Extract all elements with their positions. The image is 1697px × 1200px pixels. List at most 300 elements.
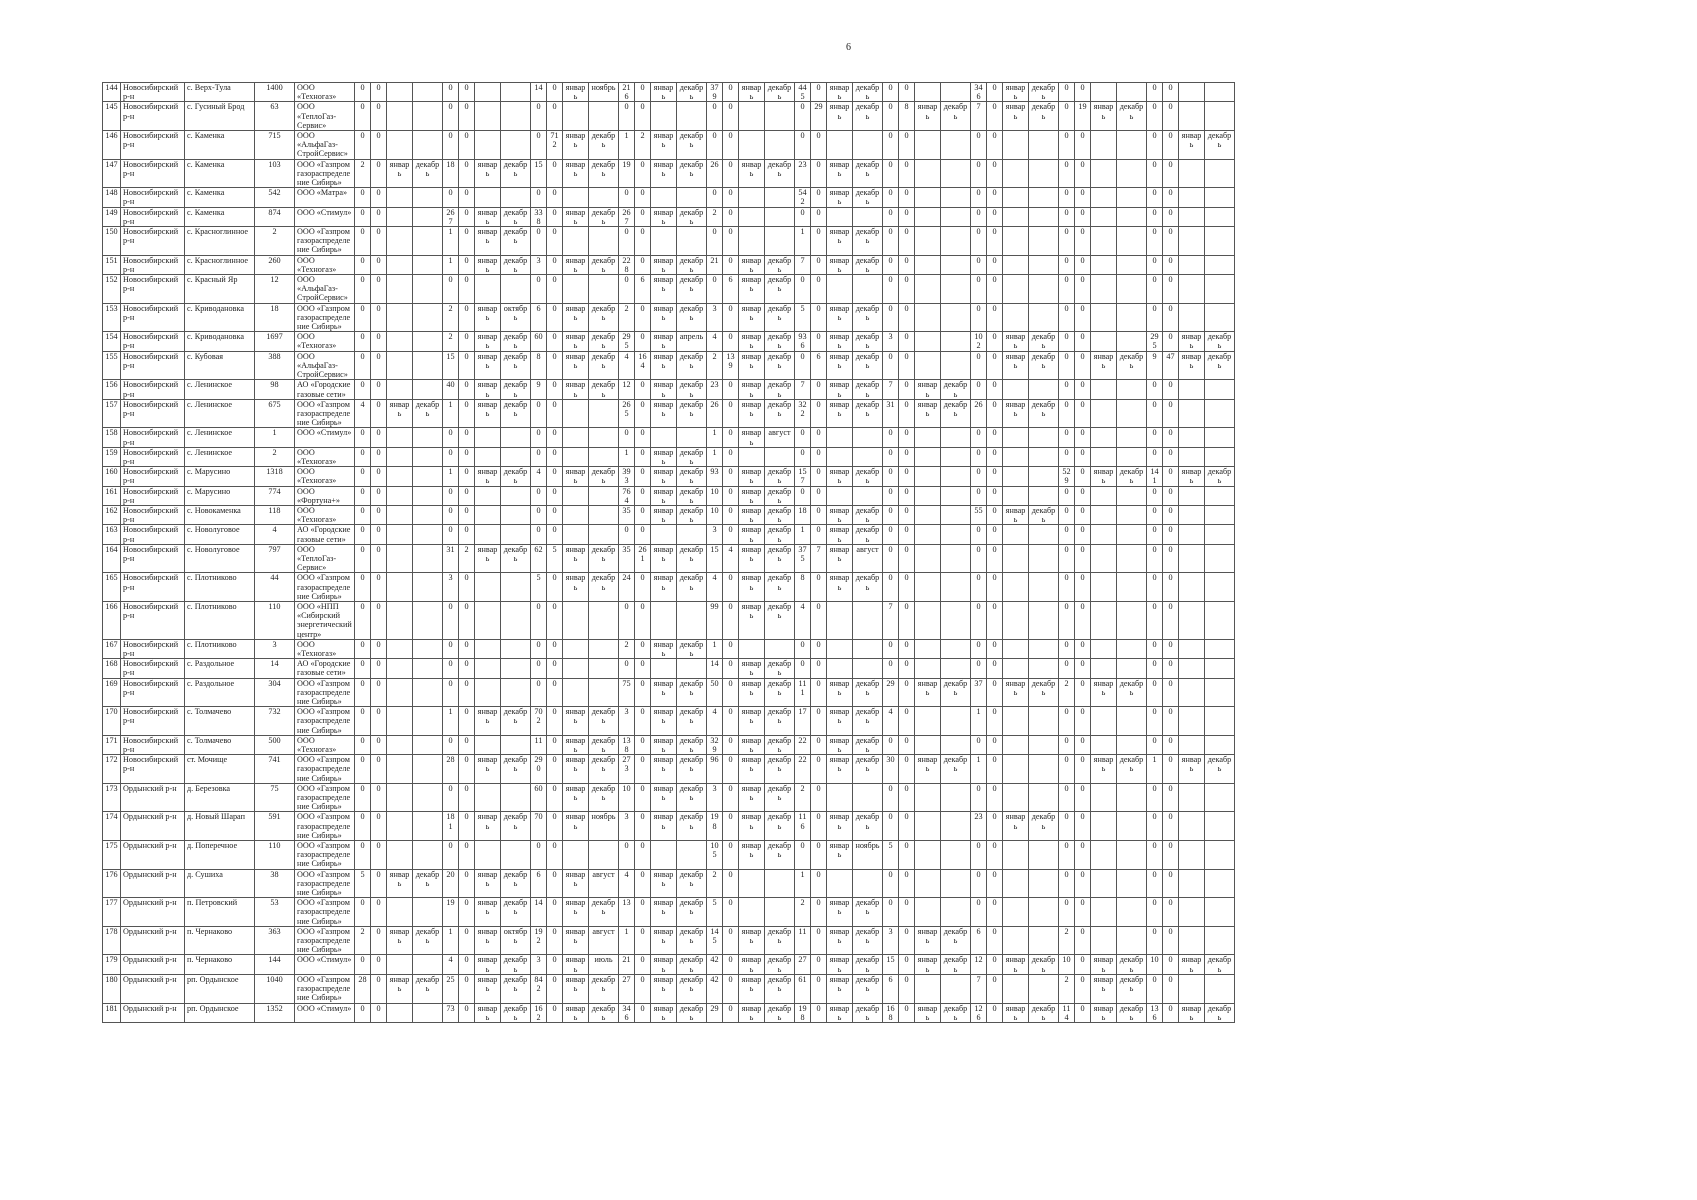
group9-month-start-cell — [1091, 332, 1117, 351]
group3-month-start-cell: январь — [563, 707, 589, 736]
settlement-cell: с. Раздольное — [185, 659, 255, 678]
settlement-cell: с. Марусино — [185, 486, 255, 505]
settlement-cell: с. Ленинское — [185, 380, 255, 399]
district-cell: Новосибирский р-н — [121, 207, 185, 226]
group2-month-end-cell: декабрь — [501, 399, 531, 428]
group9-count-cell: 0 — [1059, 428, 1075, 447]
group4-month-start-cell: январь — [651, 955, 677, 974]
group7-count-cell: 29 — [883, 678, 899, 707]
row-number-cell: 177 — [103, 898, 121, 927]
group8-count-cell: 346 — [971, 83, 987, 102]
group1-month-end-cell — [413, 707, 443, 736]
group3-month-end-cell: декабрь — [589, 544, 619, 573]
group1-extra-cell: 0 — [371, 447, 387, 466]
group10-count-cell: 0 — [1147, 783, 1163, 812]
group6-extra-cell: 0 — [811, 841, 827, 870]
group4-month-start-cell: январь — [651, 812, 677, 841]
group4-month-end-cell: декабрь — [677, 707, 707, 736]
group4-month-end-cell: декабрь — [677, 83, 707, 102]
group10-count-cell: 0 — [1147, 659, 1163, 678]
group10-month-start-cell — [1179, 486, 1205, 505]
group9-month-start-cell — [1091, 898, 1117, 927]
settlement-cell: с. Каменка — [185, 207, 255, 226]
group5-extra-cell: 0 — [723, 974, 739, 1003]
group1-month-start-cell — [387, 332, 413, 351]
group6-extra-cell: 0 — [811, 505, 827, 524]
group7-month-start-cell — [915, 659, 941, 678]
group5-month-end-cell: декабрь — [765, 467, 795, 486]
group5-extra-cell: 0 — [723, 707, 739, 736]
group1-extra-cell: 0 — [371, 783, 387, 812]
group9-extra-cell: 0 — [1075, 1003, 1091, 1022]
group6-month-end-cell: декабрь — [853, 159, 883, 188]
group8-extra-cell: 0 — [987, 678, 1003, 707]
district-cell: Новосибирский р-н — [121, 525, 185, 544]
group7-month-end-cell — [941, 707, 971, 736]
table-row — [103, 159, 1235, 188]
group1-month-end-cell — [413, 131, 443, 160]
group5-count-cell: 2 — [707, 351, 723, 380]
group8-month-start-cell — [1003, 303, 1029, 332]
group6-count-cell: 7 — [795, 380, 811, 399]
group2-count-cell: 15 — [443, 351, 459, 380]
group7-extra-cell: 0 — [899, 255, 915, 274]
group8-month-end-cell — [1029, 735, 1059, 754]
organization-cell: ООО «Газпром газораспределение Сибирь» — [295, 898, 355, 927]
group5-extra-cell: 0 — [723, 841, 739, 870]
group8-month-end-cell — [1029, 255, 1059, 274]
group4-count-cell: 0 — [619, 428, 635, 447]
group8-count-cell: 0 — [971, 131, 987, 160]
row-number-cell: 144 — [103, 83, 121, 102]
group7-extra-cell: 0 — [899, 131, 915, 160]
group9-month-start-cell — [1091, 525, 1117, 544]
group3-extra-cell: 0 — [547, 467, 563, 486]
group6-month-end-cell: декабрь — [853, 678, 883, 707]
group2-month-end-cell: декабрь — [501, 380, 531, 399]
group3-extra-cell: 0 — [547, 783, 563, 812]
group1-month-end-cell — [413, 255, 443, 274]
group5-month-end-cell: декабрь — [765, 380, 795, 399]
group8-month-end-cell — [1029, 275, 1059, 304]
group10-month-start-cell — [1179, 601, 1205, 639]
group8-month-start-cell — [1003, 544, 1029, 573]
group9-month-end-cell — [1117, 659, 1147, 678]
group4-count-cell: 35 — [619, 505, 635, 524]
group4-count-cell: 3 — [619, 707, 635, 736]
group2-month-end-cell: декабрь — [501, 159, 531, 188]
group3-count-cell: 338 — [531, 207, 547, 226]
group3-month-start-cell: январь — [563, 812, 589, 841]
total-cell: 675 — [255, 399, 295, 428]
group1-month-end-cell — [413, 955, 443, 974]
group9-count-cell: 0 — [1059, 332, 1075, 351]
group7-month-start-cell — [915, 428, 941, 447]
group8-month-end-cell — [1029, 428, 1059, 447]
group1-extra-cell: 0 — [371, 255, 387, 274]
group2-count-cell: 2 — [443, 303, 459, 332]
group10-month-end-cell — [1205, 678, 1235, 707]
total-cell: 542 — [255, 188, 295, 207]
group1-month-end-cell — [413, 188, 443, 207]
group5-count-cell: 42 — [707, 955, 723, 974]
total-cell: 715 — [255, 131, 295, 160]
group3-month-end-cell: декабрь — [589, 898, 619, 927]
group10-count-cell: 0 — [1147, 505, 1163, 524]
group10-extra-cell: 0 — [1163, 601, 1179, 639]
group3-count-cell: 162 — [531, 1003, 547, 1022]
group1-extra-cell: 0 — [371, 735, 387, 754]
group3-month-end-cell: декабрь — [589, 255, 619, 274]
district-cell: Новосибирский р-н — [121, 428, 185, 447]
group7-month-end-cell: декабрь — [941, 955, 971, 974]
group2-extra-cell: 0 — [459, 898, 475, 927]
group3-month-end-cell: декабрь — [589, 131, 619, 160]
group6-extra-cell: 0 — [811, 898, 827, 927]
group6-count-cell: 116 — [795, 812, 811, 841]
settlement-cell: с. Красноглинное — [185, 227, 255, 256]
group1-count-cell: 0 — [355, 486, 371, 505]
group9-month-start-cell — [1091, 159, 1117, 188]
group7-month-end-cell — [941, 159, 971, 188]
group1-count-cell: 0 — [355, 188, 371, 207]
group2-month-end-cell — [501, 83, 531, 102]
group2-extra-cell: 0 — [459, 351, 475, 380]
group5-extra-cell: 0 — [723, 926, 739, 955]
group9-month-end-cell: декабрь — [1117, 678, 1147, 707]
organization-cell: АО «Городские газовые сети» — [295, 659, 355, 678]
group3-month-start-cell — [563, 505, 589, 524]
group2-extra-cell: 0 — [459, 735, 475, 754]
group3-count-cell: 0 — [531, 447, 547, 466]
group2-month-start-cell: январь — [475, 207, 501, 226]
group6-month-end-cell: декабрь — [853, 332, 883, 351]
group10-extra-cell: 0 — [1163, 188, 1179, 207]
group7-month-start-cell — [915, 544, 941, 573]
group1-month-start-cell — [387, 486, 413, 505]
group6-month-end-cell: декабрь — [853, 1003, 883, 1022]
group3-month-end-cell — [589, 188, 619, 207]
group2-month-start-cell — [475, 639, 501, 658]
group9-extra-cell: 0 — [1075, 131, 1091, 160]
group7-extra-cell: 0 — [899, 544, 915, 573]
group7-month-end-cell: декабрь — [941, 755, 971, 784]
group3-count-cell: 0 — [531, 275, 547, 304]
group9-month-end-cell — [1117, 525, 1147, 544]
group9-count-cell: 0 — [1059, 573, 1075, 602]
group7-month-start-cell — [915, 227, 941, 256]
group10-extra-cell: 0 — [1163, 707, 1179, 736]
group5-count-cell: 105 — [707, 841, 723, 870]
group1-month-end-cell — [413, 783, 443, 812]
settlement-cell: с. Марусино — [185, 467, 255, 486]
group10-count-cell: 0 — [1147, 486, 1163, 505]
group1-month-end-cell — [413, 841, 443, 870]
group9-month-start-cell — [1091, 926, 1117, 955]
group1-extra-cell: 0 — [371, 869, 387, 898]
group5-month-start-cell: январь — [739, 544, 765, 573]
group4-month-end-cell — [677, 188, 707, 207]
group9-extra-cell: 0 — [1075, 188, 1091, 207]
group4-month-start-cell: январь — [651, 207, 677, 226]
group9-count-cell: 0 — [1059, 898, 1075, 927]
group4-extra-cell: 0 — [635, 303, 651, 332]
group2-count-cell: 0 — [443, 447, 459, 466]
group9-month-start-cell — [1091, 275, 1117, 304]
group1-month-end-cell: декабрь — [413, 159, 443, 188]
group1-extra-cell: 0 — [371, 351, 387, 380]
group6-month-end-cell: декабрь — [853, 505, 883, 524]
group10-extra-cell: 0 — [1163, 83, 1179, 102]
group5-count-cell: 29 — [707, 1003, 723, 1022]
group4-month-start-cell: январь — [651, 898, 677, 927]
group8-month-end-cell — [1029, 131, 1059, 160]
settlement-cell: с. Плотниково — [185, 573, 255, 602]
group6-month-end-cell — [853, 275, 883, 304]
settlement-cell: с. Криводановка — [185, 303, 255, 332]
group9-month-end-cell — [1117, 841, 1147, 870]
settlement-cell: с. Красноглинное — [185, 255, 255, 274]
group9-count-cell: 0 — [1059, 131, 1075, 160]
group1-count-cell: 0 — [355, 351, 371, 380]
group6-month-end-cell — [853, 131, 883, 160]
group10-month-end-cell: декабрь — [1205, 467, 1235, 486]
group8-month-start-cell — [1003, 255, 1029, 274]
group4-extra-cell: 0 — [635, 898, 651, 927]
group1-month-end-cell — [413, 102, 443, 131]
group1-month-start-cell — [387, 380, 413, 399]
group1-month-end-cell — [413, 275, 443, 304]
group2-month-start-cell: январь — [475, 898, 501, 927]
group7-count-cell: 0 — [883, 83, 899, 102]
group2-month-end-cell — [501, 486, 531, 505]
group8-extra-cell: 0 — [987, 303, 1003, 332]
group8-month-end-cell — [1029, 380, 1059, 399]
row-number-cell: 171 — [103, 735, 121, 754]
group7-count-cell: 0 — [883, 102, 899, 131]
group10-month-end-cell: декабрь — [1205, 955, 1235, 974]
group5-month-start-cell: январь — [739, 659, 765, 678]
group8-count-cell: 0 — [971, 380, 987, 399]
row-number-cell: 178 — [103, 926, 121, 955]
group2-count-cell: 0 — [443, 486, 459, 505]
group8-month-end-cell — [1029, 869, 1059, 898]
group7-month-start-cell — [915, 447, 941, 466]
settlement-cell: с. Верх-Тула — [185, 83, 255, 102]
group1-count-cell: 0 — [355, 505, 371, 524]
group2-month-start-cell: январь — [475, 812, 501, 841]
group2-extra-cell: 0 — [459, 83, 475, 102]
group5-month-end-cell — [765, 447, 795, 466]
group7-extra-cell: 0 — [899, 812, 915, 841]
group3-month-end-cell: декабрь — [589, 755, 619, 784]
group8-count-cell: 0 — [971, 303, 987, 332]
group7-extra-cell: 0 — [899, 303, 915, 332]
group5-count-cell: 4 — [707, 332, 723, 351]
group9-month-start-cell — [1091, 447, 1117, 466]
group4-month-end-cell — [677, 102, 707, 131]
group4-count-cell: 1 — [619, 131, 635, 160]
group1-extra-cell: 0 — [371, 399, 387, 428]
group5-month-end-cell: декабрь — [765, 159, 795, 188]
organization-cell: ООО «НПП «Сибирский энергетический центр» — [295, 601, 355, 639]
district-cell: Новосибирский р-н — [121, 159, 185, 188]
group6-count-cell: 0 — [795, 639, 811, 658]
total-cell: 363 — [255, 926, 295, 955]
group10-extra-cell: 0 — [1163, 131, 1179, 160]
group4-month-start-cell: январь — [651, 399, 677, 428]
group9-count-cell: 529 — [1059, 467, 1075, 486]
group9-extra-cell: 0 — [1075, 573, 1091, 602]
group5-extra-cell: 0 — [723, 783, 739, 812]
table-row — [103, 303, 1235, 332]
group6-extra-cell: 0 — [811, 486, 827, 505]
district-cell: Новосибирский р-н — [121, 659, 185, 678]
group5-extra-cell: 0 — [723, 898, 739, 927]
group9-count-cell: 0 — [1059, 735, 1075, 754]
group1-month-start-cell — [387, 659, 413, 678]
group10-count-cell: 9 — [1147, 351, 1163, 380]
group3-month-start-cell: январь — [563, 131, 589, 160]
group2-extra-cell: 0 — [459, 275, 475, 304]
group8-extra-cell: 0 — [987, 1003, 1003, 1022]
group7-extra-cell: 0 — [899, 898, 915, 927]
table-row — [103, 467, 1235, 486]
group7-month-start-cell: январь — [915, 1003, 941, 1022]
group5-extra-cell: 0 — [723, 102, 739, 131]
group3-month-start-cell: январь — [563, 380, 589, 399]
group10-extra-cell: 47 — [1163, 351, 1179, 380]
group6-count-cell: 11 — [795, 926, 811, 955]
group8-month-end-cell — [1029, 639, 1059, 658]
group4-month-start-cell: январь — [651, 351, 677, 380]
organization-cell: ООО «Стимул» — [295, 207, 355, 226]
group5-extra-cell: 4 — [723, 544, 739, 573]
group8-month-end-cell: декабрь — [1029, 812, 1059, 841]
group7-month-start-cell — [915, 841, 941, 870]
group10-count-cell: 0 — [1147, 639, 1163, 658]
group8-count-cell: 126 — [971, 1003, 987, 1022]
group8-count-cell: 0 — [971, 841, 987, 870]
group9-extra-cell: 0 — [1075, 755, 1091, 784]
group10-month-start-cell — [1179, 505, 1205, 524]
group7-extra-cell: 0 — [899, 1003, 915, 1022]
group9-month-start-cell — [1091, 659, 1117, 678]
group3-month-start-cell: январь — [563, 573, 589, 602]
group2-month-end-cell — [501, 841, 531, 870]
settlement-cell: с. Ленинское — [185, 399, 255, 428]
group4-month-start-cell — [651, 525, 677, 544]
organization-cell: ООО «Стимул» — [295, 955, 355, 974]
group4-month-start-cell: январь — [651, 447, 677, 466]
group10-extra-cell: 0 — [1163, 525, 1179, 544]
group2-count-cell: 3 — [443, 573, 459, 602]
table-row — [103, 207, 1235, 226]
group10-month-start-cell — [1179, 573, 1205, 602]
group7-count-cell: 0 — [883, 255, 899, 274]
group8-month-end-cell: декабрь — [1029, 1003, 1059, 1022]
group7-extra-cell: 0 — [899, 974, 915, 1003]
group10-month-end-cell — [1205, 428, 1235, 447]
group3-month-start-cell — [563, 639, 589, 658]
group2-count-cell: 0 — [443, 735, 459, 754]
group8-month-end-cell — [1029, 659, 1059, 678]
group9-month-end-cell — [1117, 428, 1147, 447]
group4-extra-cell: 0 — [635, 505, 651, 524]
group7-extra-cell: 0 — [899, 869, 915, 898]
district-cell: Новосибирский р-н — [121, 447, 185, 466]
group4-month-start-cell: январь — [651, 755, 677, 784]
group10-extra-cell: 0 — [1163, 783, 1179, 812]
row-number-cell: 174 — [103, 812, 121, 841]
group6-count-cell: 1 — [795, 227, 811, 256]
group1-count-cell: 0 — [355, 467, 371, 486]
group4-month-start-cell — [651, 428, 677, 447]
group6-month-start-cell — [827, 486, 853, 505]
group6-month-start-cell: январь — [827, 525, 853, 544]
group6-month-end-cell: декабрь — [853, 399, 883, 428]
group10-month-end-cell — [1205, 659, 1235, 678]
group4-month-start-cell: январь — [651, 639, 677, 658]
group1-month-end-cell — [413, 380, 443, 399]
group3-extra-cell: 0 — [547, 841, 563, 870]
group3-count-cell: 70 — [531, 812, 547, 841]
group3-count-cell: 0 — [531, 505, 547, 524]
total-cell: 63 — [255, 102, 295, 131]
group5-extra-cell: 0 — [723, 227, 739, 256]
group8-month-end-cell: декабрь — [1029, 351, 1059, 380]
group10-count-cell: 0 — [1147, 926, 1163, 955]
group4-count-cell: 10 — [619, 783, 635, 812]
group1-month-start-cell — [387, 505, 413, 524]
group4-extra-cell: 0 — [635, 659, 651, 678]
group2-month-start-cell: январь — [475, 544, 501, 573]
group7-extra-cell: 0 — [899, 467, 915, 486]
group7-count-cell: 7 — [883, 601, 899, 639]
group8-month-end-cell — [1029, 303, 1059, 332]
group10-count-cell: 0 — [1147, 227, 1163, 256]
group9-extra-cell: 0 — [1075, 207, 1091, 226]
group6-extra-cell: 0 — [811, 380, 827, 399]
group5-extra-cell: 0 — [723, 955, 739, 974]
group1-month-start-cell — [387, 841, 413, 870]
organization-cell: ООО «Газпром газораспределение Сибирь» — [295, 227, 355, 256]
group5-count-cell: 0 — [707, 188, 723, 207]
group4-month-start-cell: январь — [651, 1003, 677, 1022]
organization-cell: ООО «Газпром газораспределение Сибирь» — [295, 399, 355, 428]
group5-month-start-cell: январь — [739, 467, 765, 486]
group2-extra-cell: 0 — [459, 659, 475, 678]
group2-month-start-cell — [475, 735, 501, 754]
group1-extra-cell: 0 — [371, 525, 387, 544]
district-cell: Новосибирский р-н — [121, 275, 185, 304]
group1-month-start-cell — [387, 207, 413, 226]
district-cell: Новосибирский р-н — [121, 83, 185, 102]
group4-month-end-cell: декабрь — [677, 812, 707, 841]
row-number-cell: 151 — [103, 255, 121, 274]
group2-extra-cell: 0 — [459, 505, 475, 524]
group3-month-start-cell — [563, 399, 589, 428]
group1-month-start-cell — [387, 755, 413, 784]
group1-month-end-cell: декабрь — [413, 399, 443, 428]
group2-month-start-cell — [475, 659, 501, 678]
group5-count-cell: 26 — [707, 399, 723, 428]
group2-extra-cell: 0 — [459, 227, 475, 256]
group5-month-start-cell: январь — [739, 755, 765, 784]
group3-month-end-cell: декабрь — [589, 783, 619, 812]
organization-cell: ООО «АльфаГаз-СтройСервис» — [295, 131, 355, 160]
group8-count-cell: 23 — [971, 812, 987, 841]
